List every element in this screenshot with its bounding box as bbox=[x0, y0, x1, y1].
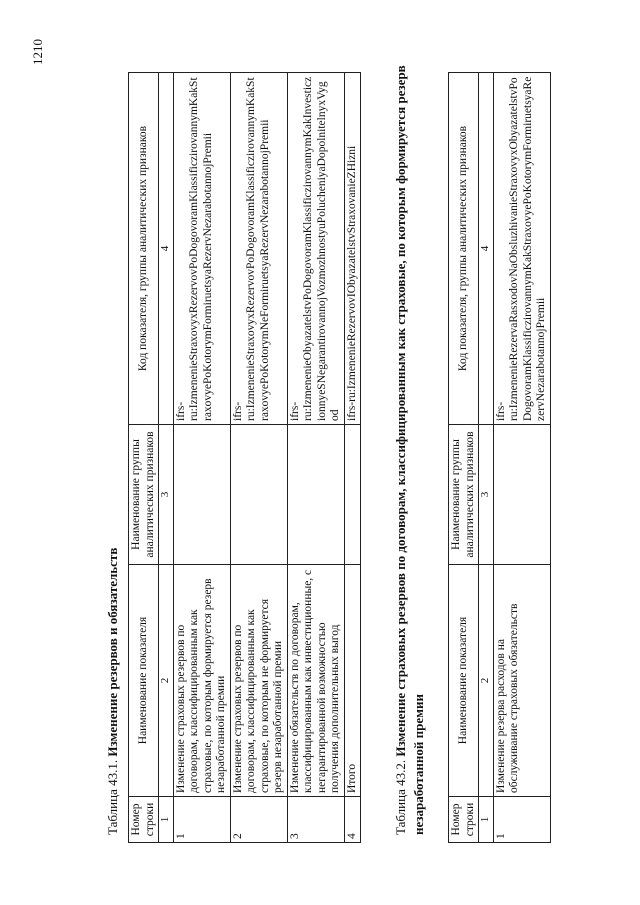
table1-index-row bbox=[159, 73, 174, 843]
row-number: 2 bbox=[230, 797, 287, 843]
header-row-number: Номер строки bbox=[129, 797, 159, 843]
table-row bbox=[230, 73, 287, 843]
indicator-name: Изменение резерва расходов на обслуживание страховых обязательств bbox=[493, 565, 550, 797]
table2-caption-title: Изменение страховых резервов по договорам, классифицированным как страховые, по которым формируется резерв незаработанной премии bbox=[393, 65, 426, 835]
index-cell: 1 bbox=[159, 797, 174, 843]
indicator-name: Итого bbox=[344, 565, 361, 797]
table1-caption bbox=[104, 45, 122, 835]
header-code: Код показателя, группы аналитических признаков bbox=[129, 73, 159, 425]
index-cell: 2 bbox=[159, 565, 174, 797]
header-row-number: Номер строки bbox=[449, 797, 479, 843]
group-name bbox=[173, 425, 230, 565]
page-number: 1210 bbox=[30, 39, 45, 65]
table2 bbox=[448, 72, 551, 843]
table-row bbox=[173, 73, 230, 843]
indicator-name: Изменение страховых резервов по договорам, классифицированным как страховые, по которым формируется резерв незаработанной премии bbox=[173, 565, 230, 797]
row-number: 1 bbox=[493, 797, 550, 843]
table1-caption-prefix: Таблица 43.1. bbox=[105, 759, 120, 835]
indicator-code: ifrs-ru:IzmenenieStraxovyxRezervovPoDogovoramKlassificzirovannymKakStraxovyePoKotorymNeFormiruetsyaRezervNezarabotannojPremii bbox=[230, 73, 287, 425]
index-cell: 3 bbox=[159, 425, 174, 565]
table2-caption bbox=[392, 45, 428, 835]
table-row bbox=[493, 73, 550, 843]
index-cell: 1 bbox=[479, 797, 494, 843]
table1 bbox=[128, 72, 361, 843]
indicator-name: Изменение обязательств по договорам, классифицированным как инвестиционные, с негарантированной возможностью получения дополнительных выгод bbox=[287, 565, 344, 797]
group-name bbox=[493, 425, 550, 565]
group-name bbox=[287, 425, 344, 565]
index-cell: 4 bbox=[479, 73, 494, 425]
header-group-name: Наименование группы аналитических признаков bbox=[449, 425, 479, 565]
table2-caption-prefix: Таблица 43.2. bbox=[393, 759, 408, 835]
header-group-name: Наименование группы аналитических признаков bbox=[129, 425, 159, 565]
table2-index-row bbox=[479, 73, 494, 843]
group-name bbox=[230, 425, 287, 565]
table2-header-row bbox=[449, 73, 479, 843]
header-code: Код показателя, группы аналитических признаков bbox=[449, 73, 479, 425]
header-indicator-name: Наименование показателя bbox=[129, 565, 159, 797]
row-number: 3 bbox=[287, 797, 344, 843]
table-row bbox=[344, 73, 361, 843]
index-cell: 2 bbox=[479, 565, 494, 797]
index-cell: 3 bbox=[479, 425, 494, 565]
indicator-name: Изменение страховых резервов по договорам, классифицированным как страховые, по которым не формируется резерв незаработанной премии bbox=[230, 565, 287, 797]
indicator-code: ifrs-ru:IzmenenieObyazatelstvPoDogovoramKlassificzirovannymKakInvesticzionnyeSNegarantirovannojVozmozhnostyuPolucheniyaDopolnitelnyxVygod bbox=[287, 73, 344, 425]
table-row bbox=[287, 73, 344, 843]
indicator-code: ifrs-ru:IzmenenieRezervaRasxodovNaObsluzhivanieStraxovyxObyazatelstvPoDogovoramKlassificzirovannymKakStraxovyePoKotorymFormiruetsyaRezervNezarabotannojPremii bbox=[493, 73, 550, 425]
row-number: 4 bbox=[344, 797, 361, 843]
row-number: 1 bbox=[173, 797, 230, 843]
index-cell: 4 bbox=[159, 73, 174, 425]
indicator-code: ifrs-ru:IzmenenieRezervovIObyazatelstvStraxovanieZHizni bbox=[344, 73, 361, 425]
table1-header-row bbox=[129, 73, 159, 843]
group-name bbox=[344, 425, 361, 565]
indicator-code: ifrs-ru:IzmenenieStraxovyxRezervovPoDogovoramKlassificzirovannymKakStraxovyePoKotorymFormiruetsyaRezervNezarabotannojPremii bbox=[173, 73, 230, 425]
header-indicator-name: Наименование показателя bbox=[449, 565, 479, 797]
table1-caption-title: Изменение резервов и обязательств bbox=[105, 547, 120, 757]
